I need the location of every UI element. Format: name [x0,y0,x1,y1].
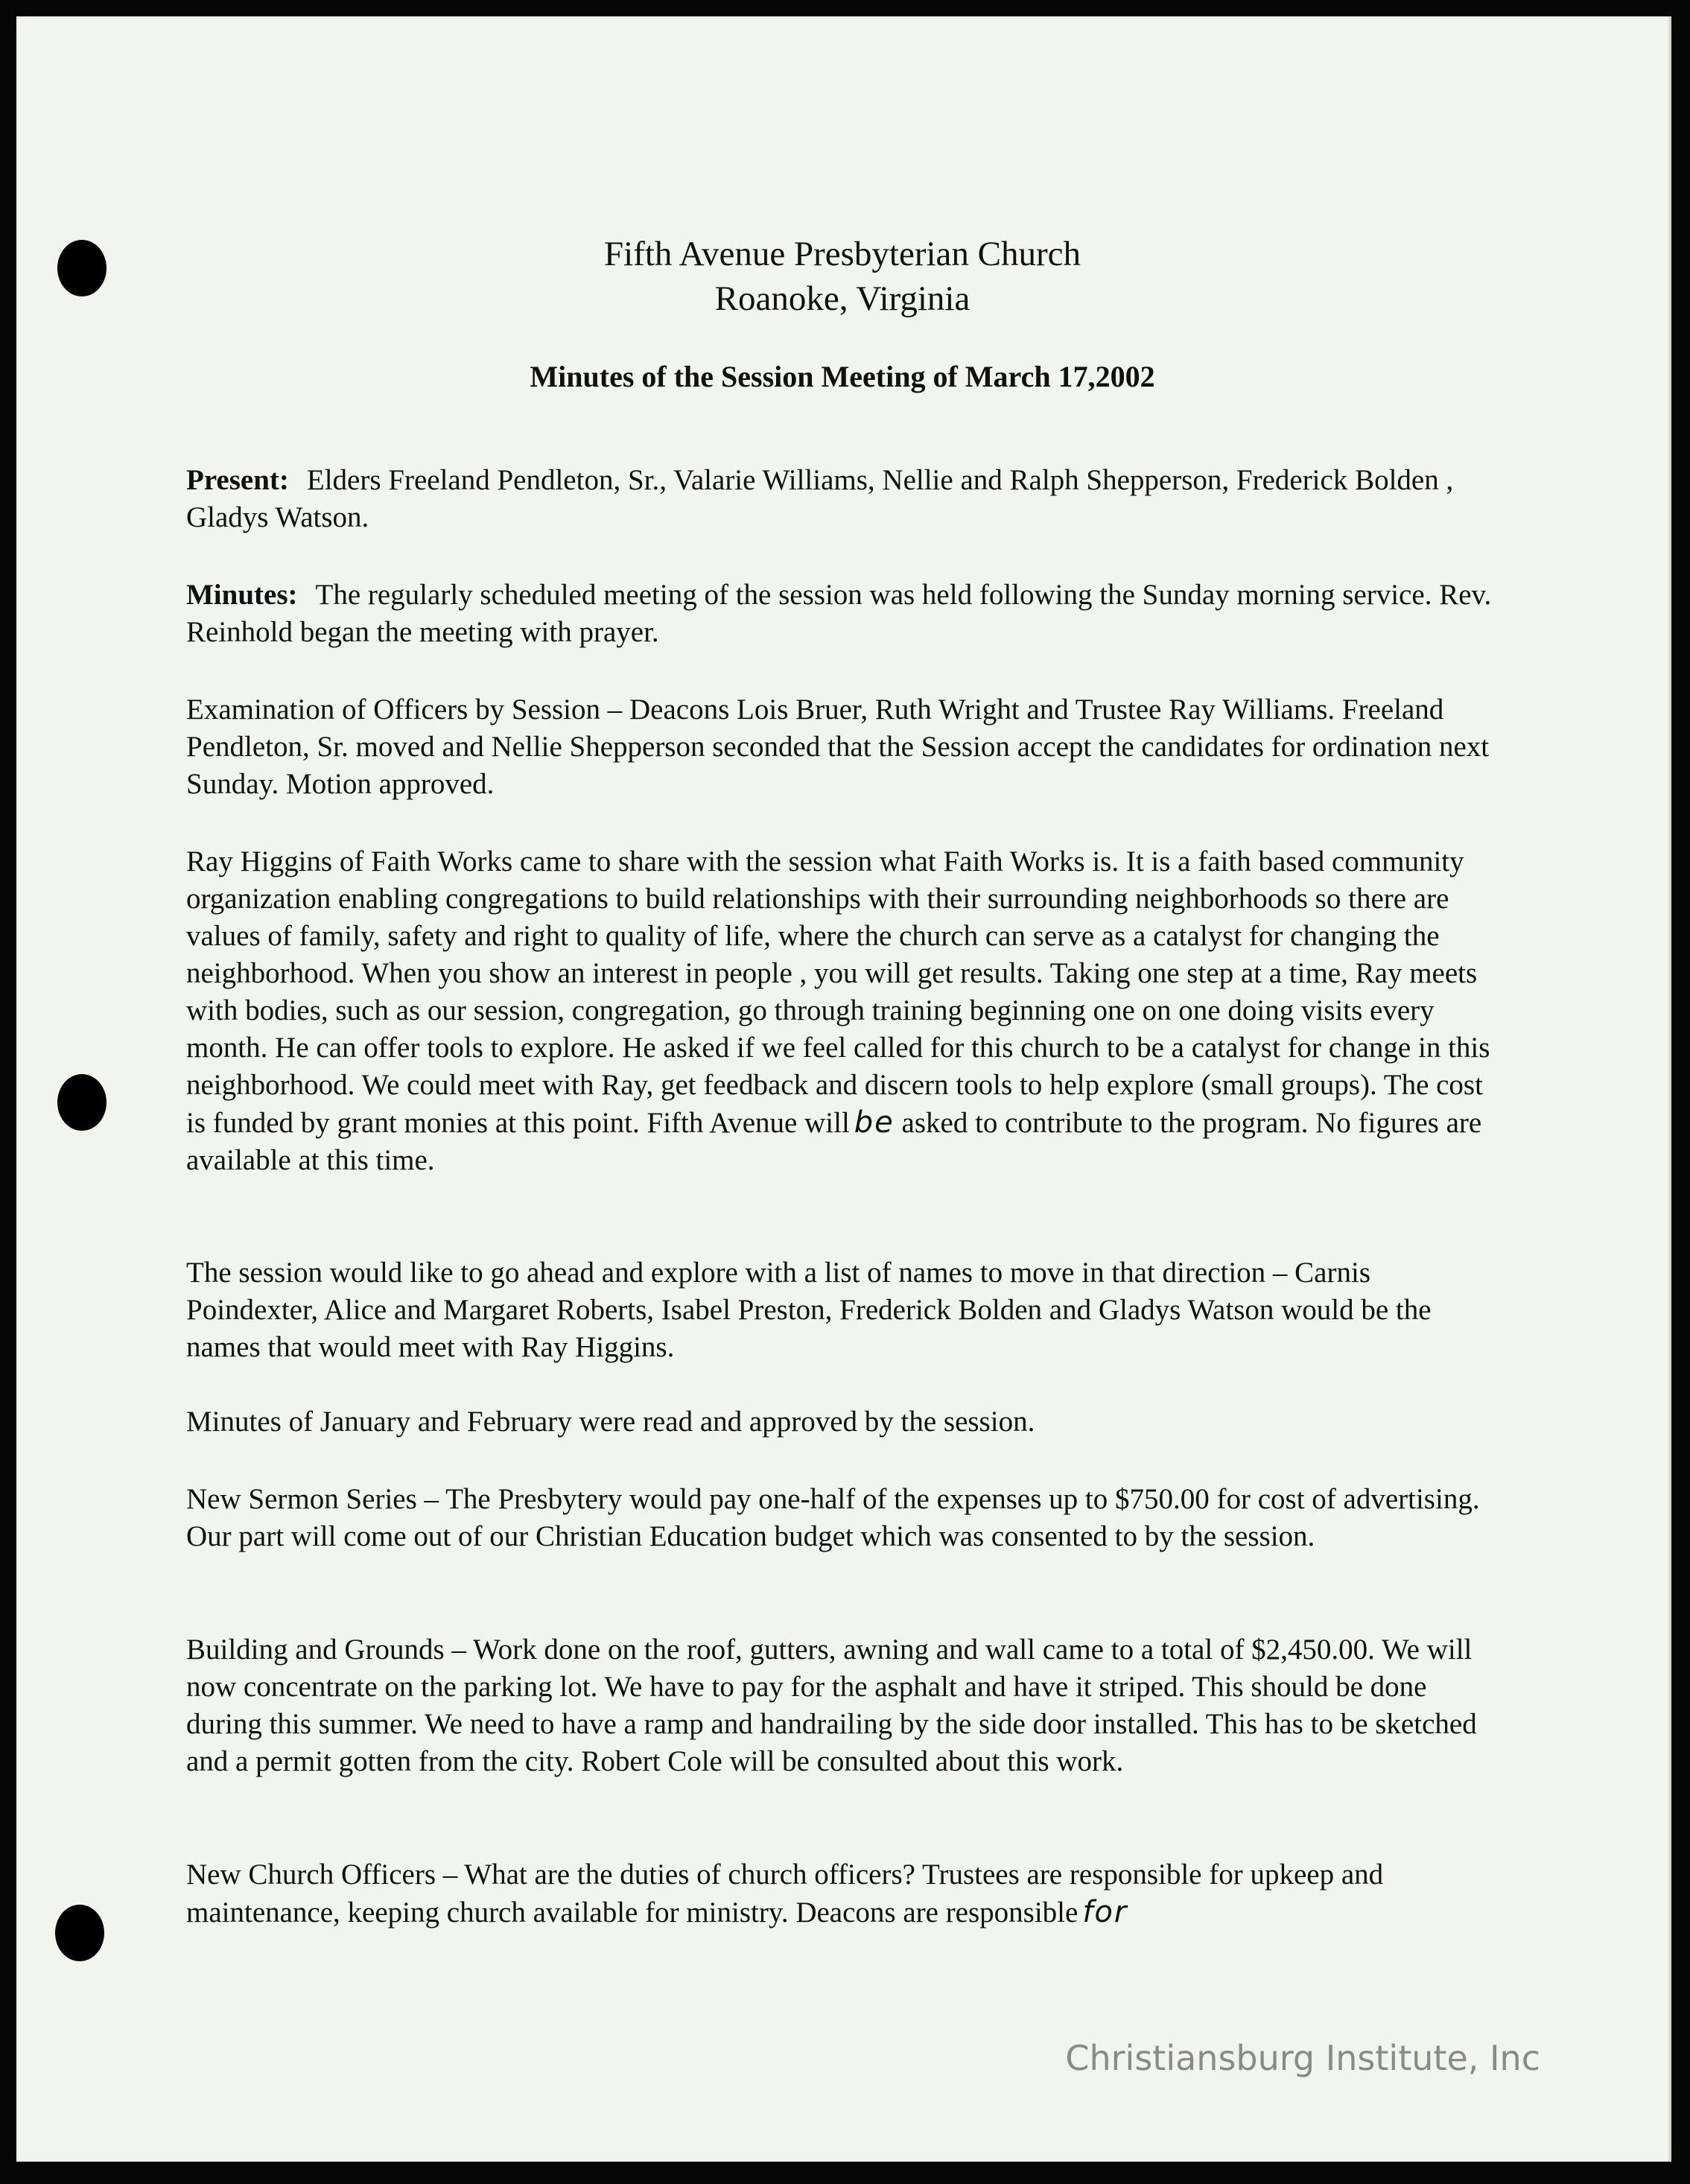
new-officers-paragraph [186,1856,1497,1931]
church-location: Roanoke, Virginia [714,279,971,318]
document-page [16,16,1671,2162]
present-label: Present: [186,464,289,496]
building-grounds-paragraph: Building and Grounds – Work done on the roof, gutters, awning and wall came to a total of $2,450.00. We will now concentrate on the parking lot. We have to pay for the asphalt and have it striped. This should be done during this summer. We need to have a ramp and handrailing by the side door installed. This has to be sketched and a permit gotten from the city. Robert Cole will be consulted about this work. [186,1634,1477,1777]
minutes-approved-paragraph: Minutes of January and February were read and approved by the session. [186,1406,1035,1438]
faith-works-text: Ray Higgins of Faith Works came to share with the session what Faith Works is. It is a faith based community organization enabling congregations to build relationships with their surrounding neighborhoods so there are values of family, safety and right to quality of life, where the church can serve as a catalyst for changing the neighborhood. When you show an interest in people , you will get results. Taking one step at a time, Ray meets with bodies, such as our session, congregation, go through training beginning one on one doing visits every month. He can offer tools to explore. He asked if we feel called for this church to be a catalyst for change in this neighborhood. We could meet with Ray, get feedback and discern tools to help explore (small groups). The cost is funded by grant monies at this point. Fifth Avenue will [186,845,1490,1139]
minutes-title: Minutes of the Session Meeting of March 17,2002 [530,360,1155,393]
sermon-series-paragraph: New Sermon Series – The Presbytery would pay one-half of the expenses up to $750.00 for cost of advertising. Our part will come out of our Christian Education budget which was consented to by the session. [186,1483,1480,1552]
new-officers-text: New Church Officers – What are the duties of church officers? Trustees are responsible for upkeep and maintenance, keeping church available for ministry. Deacons are responsible [186,1858,1384,1929]
explore-names-paragraph: The session would like to go ahead and explore with a list of names to move in that direction – Carnis Poindexter, Alice and Margaret Roberts, Isabel Preston, Frederick Bolden and Gladys Watson would be the names that would meet with Ray Higgins. [186,1257,1432,1363]
faith-works-text-end: asked to contribute to the program. No figures are available at this time. [186,1107,1482,1176]
punch-hole [55,1905,104,1961]
handwritten-annotation: for [1082,1895,1128,1929]
present-paragraph [186,462,1497,536]
minutes-text: The regularly scheduled meeting of the session was held following the Sunday morning service. Rev. Reinhold began the meeting with prayer. [186,579,1492,648]
faith-works-paragraph [186,843,1497,1179]
church-name: Fifth Avenue Presbyterian Church [603,235,1081,273]
minutes-paragraph [186,577,1497,651]
minutes-label: Minutes: [186,579,298,611]
present-text: Elders Freeland Pendleton, Sr., Valarie Williams, Nellie and Ralph Shepperson, Frederick Bolden , Gladys Watson. [186,464,1454,533]
examination-paragraph: Examination of Officers by Session – Deacons Lois Bruer, Ruth Wright and Trustee Ray Williams. Freeland Pendleton, Sr. moved and Nellie Shepperson seconded that the Session accept the candidates for ordination next Sunday. Motion approved. [186,693,1490,800]
handwritten-annotation: be [854,1105,895,1140]
punch-hole [57,1074,107,1131]
watermark: Christiansburg Institute, Inc [1065,2038,1540,2078]
